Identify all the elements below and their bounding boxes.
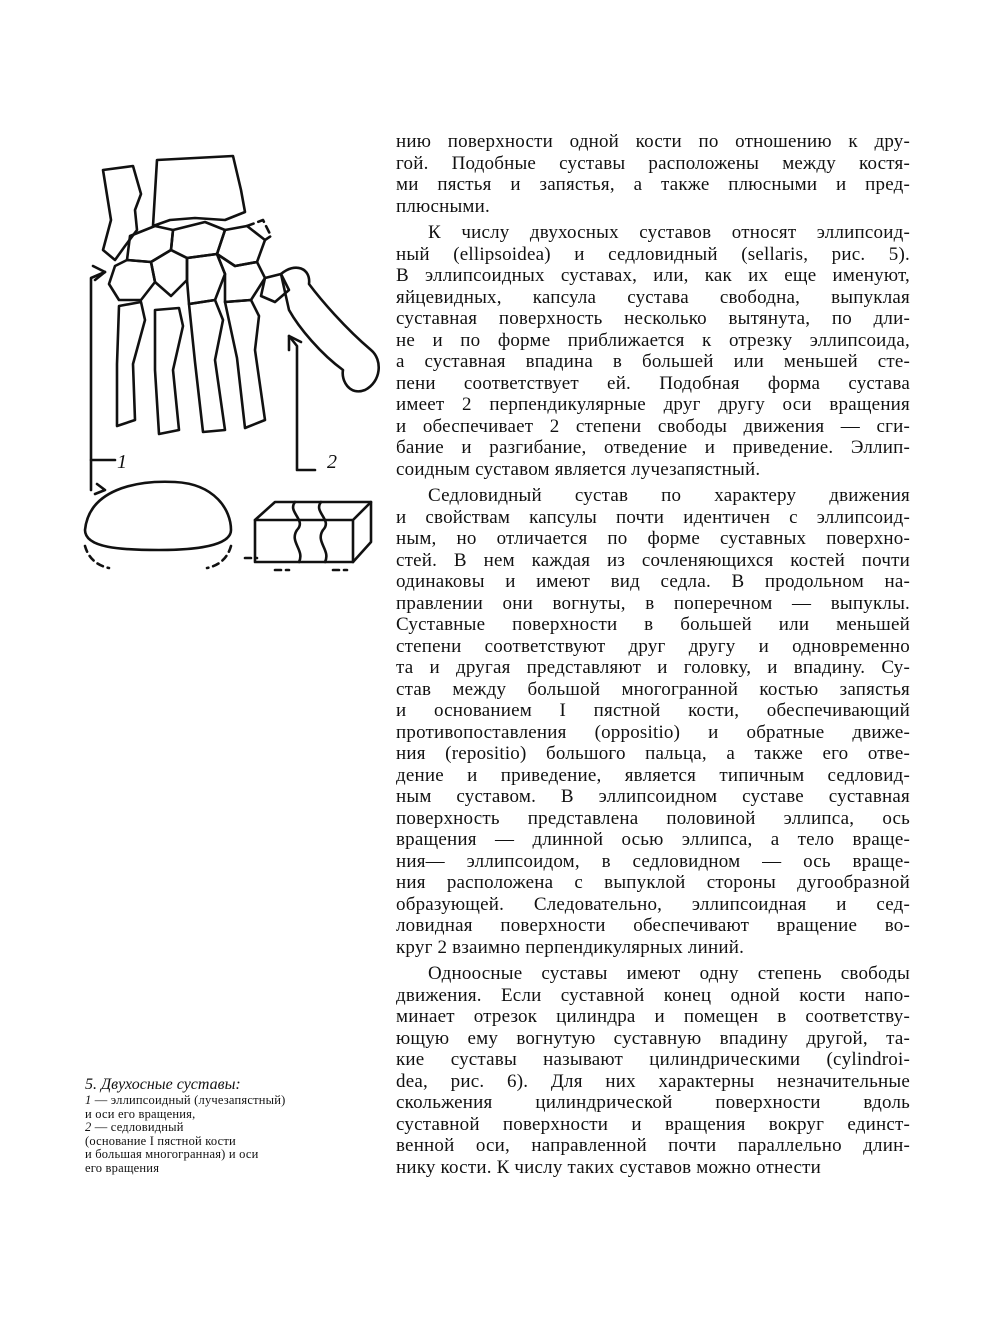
carpal-trapezium	[109, 260, 155, 300]
text-line: степени соответствуют друг другу и одновременно	[396, 635, 910, 657]
text-line: Одноосные суставы имеют одну степень свободы	[428, 963, 910, 984]
text-line: дение и приведение, является типичным седловид-	[396, 764, 910, 786]
text-line: венной оси, направленной почти параллельно длин-	[396, 1135, 910, 1156]
text-line: Суставные поверхности в большей или меньшей	[396, 614, 910, 635]
text-line: ный (ellipsoidea) и седловидный (sellaris, рис. 5).	[396, 243, 910, 265]
text-line: вращения — длинной осью эллипса, а тело враще-	[396, 829, 910, 850]
caption-item	[85, 1108, 375, 1122]
caption-item-text: и большая многогранная) и оси	[85, 1147, 259, 1161]
text-line: ния— эллипсоидом, в седловидном — ось враще-	[396, 850, 910, 872]
text-line: скольжения цилиндрической поверхности вдоль	[396, 1092, 910, 1113]
saddle-curve-1	[293, 502, 300, 562]
caption-title	[85, 1076, 375, 1094]
paragraph	[396, 131, 910, 217]
figure-label-1: 1	[117, 451, 127, 473]
text-line: пени соответствует ей. Подобная форма сустава	[396, 372, 910, 394]
text-line: бание и разгибание, отведение и приведение. Эллип-	[396, 437, 910, 458]
metacarpal-4	[155, 308, 183, 434]
text-line: имеет 2 перпендикулярные друг другу оси вращения	[396, 394, 910, 415]
text-line: одинаковы и имеют вид седла. В продольном на-	[396, 571, 910, 592]
axis-line-2	[289, 336, 315, 470]
carpal-scaphoid	[127, 226, 173, 262]
text-line: кие суставы называют цилиндрическими (cylindroi-	[396, 1049, 910, 1070]
text-line: поверхность представлена половиной эллипса, ось	[396, 807, 910, 829]
metacarpal-2	[225, 300, 265, 428]
saddle-curve-2	[319, 502, 326, 562]
text-line: ным, но отличается по форме суставных поверхно-	[396, 528, 910, 549]
caption-item-text: и оси его вращения,	[85, 1106, 196, 1121]
text-line: плюсными.	[396, 195, 490, 217]
text-line: и основанием I пястной кости, обеспечивающий	[396, 700, 910, 721]
text-line: ловидная поверхности обеспечивают вращение во-	[396, 915, 910, 936]
metacarpal-5	[117, 302, 145, 426]
text-line: образующей. Следовательно, эллипсоидная и сед-	[396, 893, 910, 915]
text-line: dea, рис. 6). Для них характерны незначительные	[396, 1070, 910, 1092]
text-line: суставная поверхность несколько вытянута, по дли-	[396, 308, 910, 329]
text-line: соидным суставом является лучезапястный.	[396, 458, 761, 480]
caption-item-number: 2	[85, 1120, 92, 1134]
caption-item-text: — седловидный	[91, 1120, 184, 1134]
caption-items	[85, 1094, 375, 1175]
caption-item	[85, 1148, 375, 1162]
text-line: не и по форме приближается к отрезку эллипсоида,	[396, 329, 910, 351]
caption-item-text: (основание I пястной кости	[85, 1133, 236, 1148]
body-text	[396, 131, 910, 1178]
paragraph	[396, 963, 910, 1178]
carpal-hamate	[217, 254, 265, 302]
text-line: ми пястья и запястья, а также плюсными и пред-	[396, 174, 910, 195]
caption-item-text: его вращения	[85, 1160, 160, 1175]
text-line: нию поверхности одной кости по отношению к дру-	[396, 131, 910, 152]
radius-bone	[153, 156, 245, 226]
axis-line-1	[91, 272, 115, 460]
saddle-dashes	[245, 558, 347, 570]
caption-item-text: — эллипсоидный (лучезапястный)	[91, 1093, 286, 1107]
text-line: та и другая представляют и головку, и впадину. Су-	[396, 657, 910, 678]
text-line: а суставная впадина в большей или меньшей сте-	[396, 351, 910, 372]
caption-item	[85, 1121, 375, 1135]
figure-caption	[85, 1076, 375, 1175]
saddle-block-edge	[255, 502, 371, 562]
axis-arrow-1	[93, 266, 105, 280]
paragraph	[396, 222, 910, 480]
text-line: ния (repositio) большого пальца, а также его отве-	[396, 743, 910, 764]
text-line: ющую ему вогнутую суставную впадину другой, та-	[396, 1027, 910, 1049]
metacarpal-1	[281, 268, 379, 392]
ellipsoid-shape	[85, 482, 231, 550]
text-line: В эллипсоидных суставах, или, как их еще именуют,	[396, 265, 910, 286]
text-line: круг 2 взаимно перпендикулярных линий.	[396, 936, 745, 958]
caption-title-text: Двухосные суставы:	[101, 1076, 241, 1093]
text-line: противопоставления (oppositio) и обратные движе-	[396, 721, 910, 743]
text-line: К числу двухосных суставов относят эллипсоид-	[428, 222, 910, 243]
carpal-trapezoid	[151, 250, 187, 296]
text-line: Седловидный сустав по характеру движения	[428, 485, 910, 506]
text-line: стей. В нем каждая из сочленяющихся костей почти	[396, 549, 910, 571]
text-line: правлении они вогнуты, в поперечном — выпуклы.	[396, 592, 910, 614]
text-line: став между большой многогранной костью запястья	[396, 678, 910, 700]
ellipsoid-arrow-head	[95, 484, 105, 494]
text-line: ным суставом. В эллипсоидном суставе суставная	[396, 786, 910, 807]
text-line: минает отрезок цилиндра и помещен в соответству-	[396, 1006, 910, 1027]
caption-item-number: 1	[85, 1093, 92, 1107]
ulna-bone	[103, 166, 141, 260]
text-line: движения. Если суставной конец одной кости напо-	[396, 984, 910, 1006]
caption-number: 5.	[85, 1076, 97, 1093]
text-line: гой. Подобные суставы расположены между костя-	[396, 152, 910, 174]
ellipsoid-axis-left	[85, 546, 109, 568]
text-line: суставной поверхности и вращения вокруг единст-	[396, 1113, 910, 1135]
caption-item	[85, 1135, 375, 1149]
text-line: и обеспечивает 2 степени свободы движения — сги-	[396, 415, 910, 437]
metacarpal-3	[189, 300, 225, 432]
figure-5-joints-illustration	[75, 150, 395, 580]
text-line: яйцевидных, капсула сустава свободна, выпуклая	[396, 286, 910, 308]
caption-item	[85, 1162, 375, 1176]
ellipsoid-axis-right	[207, 546, 231, 568]
figure-label-2: 2	[327, 451, 337, 473]
text-line: нику кости. К числу таких суставов можно отнести	[396, 1156, 821, 1178]
text-line: ния расположена с выпуклой стороны дугообразной	[396, 872, 910, 893]
paragraph	[396, 485, 910, 958]
text-line: и свойствам капсулы почти идентичен с эллипсоид-	[396, 506, 910, 528]
caption-item	[85, 1094, 375, 1108]
